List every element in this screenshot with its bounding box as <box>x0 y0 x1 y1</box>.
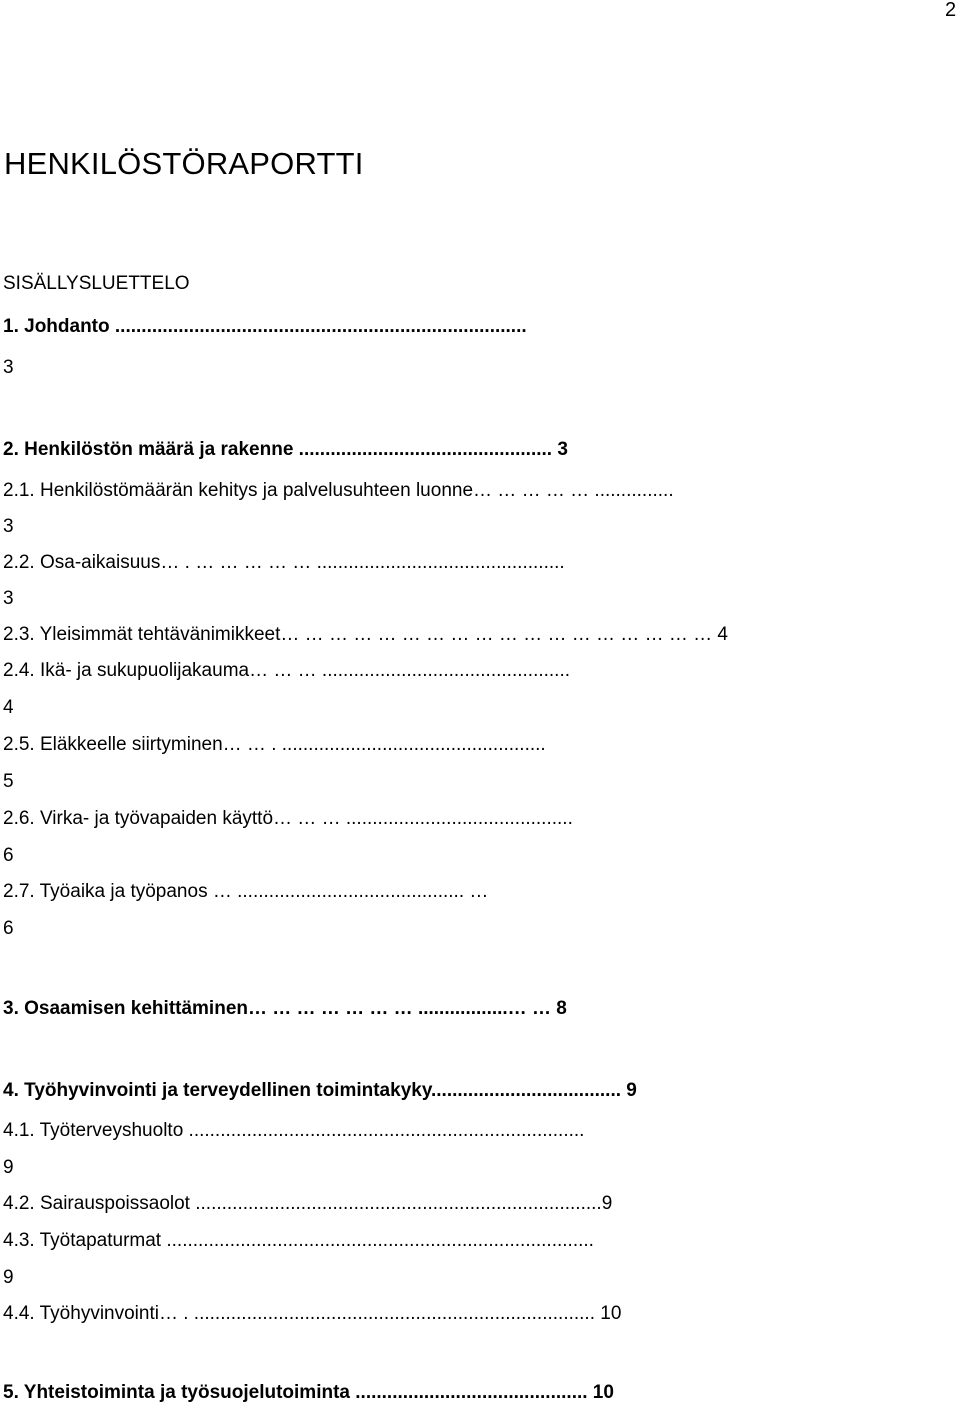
toc-entry-4-1[interactable]: 4.1. Työterveyshuolto ........................................................................... <box>3 1120 585 1141</box>
toc-entry-page[interactable]: 5 <box>3 771 14 792</box>
toc-heading: SISÄLLYSLUETTELO <box>3 273 190 294</box>
toc-entry-henkiloston-maara[interactable]: 2. Henkilöstön määrä ja rakenne ................................................ 3 <box>3 439 568 460</box>
toc-entry-page[interactable]: 4 <box>3 697 14 718</box>
toc-entry-2-4[interactable]: 2.4. Ikä- ja sukupuolijakauma… … … ............................................... <box>3 660 571 681</box>
toc-entry-2-2[interactable]: 2.2. Osa-aikaisuus… . … … … … … ............................................... <box>3 552 565 573</box>
toc-entry-page[interactable]: 3 <box>3 516 14 537</box>
toc-entry-4-4[interactable]: 4.4. Työhyvinvointi… . ............................................................................ 10 <box>3 1303 622 1324</box>
toc-entry-johdanto[interactable]: 1. Johdanto .............................................................................. <box>3 316 527 337</box>
toc-entry-page[interactable]: 6 <box>3 918 14 939</box>
toc-entry-4-2[interactable]: 4.2. Sairauspoissaolot .............................................................................9 <box>3 1193 613 1214</box>
toc-entry-page[interactable]: 9 <box>3 1267 14 1288</box>
toc-entry-2-7[interactable]: 2.7. Työaika ja työpanos … ........................................... … <box>3 881 494 902</box>
toc-entry-2-3[interactable]: 2.3. Yleisimmät tehtävänimikkeet… … … … … … … … … … … … … … … … … … 4 <box>3 624 728 645</box>
toc-entry-tyohyvinvointi[interactable]: 4. Työhyvinvointi ja terveydellinen toimintakyky.................................... 9 <box>3 1080 637 1101</box>
toc-entry-2-5[interactable]: 2.5. Eläkkeelle siirtyminen… … . .................................................. <box>3 734 546 755</box>
toc-entry-2-6[interactable]: 2.6. Virka- ja työvapaiden käyttö… … … ........................................... <box>3 808 573 829</box>
document-title: HENKILÖSTÖRAPORTTI <box>4 146 364 181</box>
toc-entry-4-3[interactable]: 4.3. Työtapaturmat ................................................................................. <box>3 1230 594 1251</box>
page-number: 2 <box>945 0 957 21</box>
toc-entry-page[interactable]: 3 <box>3 357 14 378</box>
toc-entry-page[interactable]: 3 <box>3 588 14 609</box>
toc-entry-page[interactable]: 6 <box>3 845 14 866</box>
toc-entry-osaamisen-kehittaminen[interactable]: 3. Osaamisen kehittäminen… … … … … … … .................… … 8 <box>3 998 567 1019</box>
toc-entry-page[interactable]: 9 <box>3 1157 14 1178</box>
toc-entry-2-1[interactable]: 2.1. Henkilöstömäärän kehitys ja palvelusuhteen luonne… … … … … ............... <box>3 480 674 501</box>
toc-entry-yhteistoiminta[interactable]: 5. Yhteistoiminta ja työsuojelutoiminta ............................................ 10 <box>3 1382 614 1403</box>
